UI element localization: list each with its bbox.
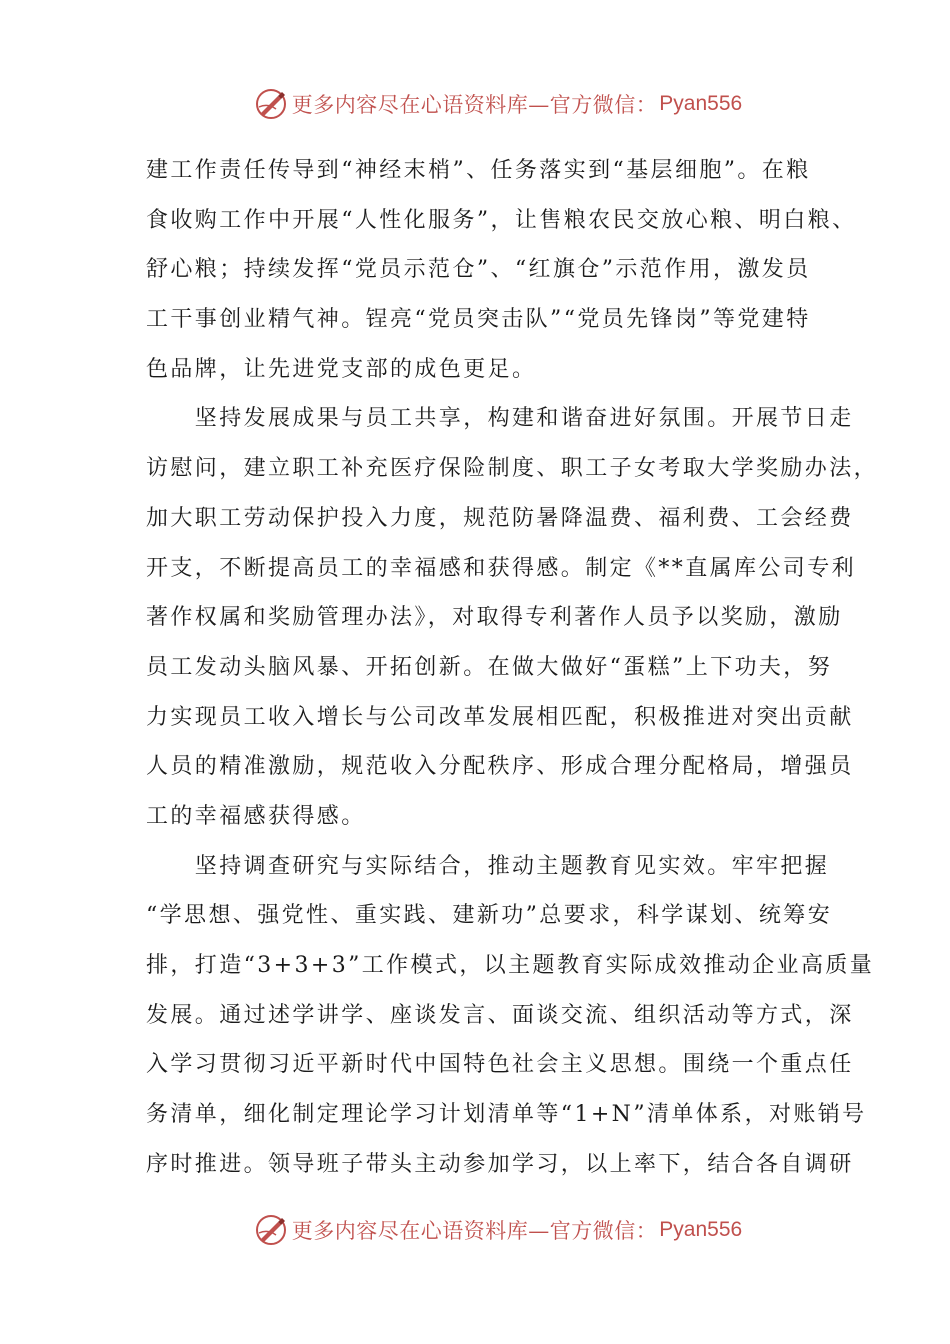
header-watermark xyxy=(0,84,950,124)
watermark-text: 更多内容尽在心语资料库—官方微信： xyxy=(291,1219,658,1243)
pen-logo-icon xyxy=(254,1213,288,1247)
text-line: 人员的精准激励，规范收入分配秩序、形成合理分配格局，增强员 xyxy=(146,754,854,780)
watermark-group xyxy=(254,87,742,121)
text-line: 开支，不断提高员工的幸福感和获得感。制定《**直属库公司专利 xyxy=(146,555,857,581)
text-line: 色品牌，让先进党支部的成色更足。 xyxy=(146,356,537,382)
text-line: 员工发动头脑风暴、开拓创新。在做大做好“蛋糕”上下功夫，努 xyxy=(146,654,833,680)
text-line: 入学习贯彻习近平新时代中国特色社会主义思想。围绕一个重点任 xyxy=(146,1052,854,1078)
text-line: 坚持调查研究与实际结合，推动主题教育见实效。牢牢把握 xyxy=(146,853,830,879)
text-line: 工的幸福感获得感。 xyxy=(146,803,366,829)
text-line: 工干事创业精气神。锃亮“党员突击队”“党员先锋岗”等党建特 xyxy=(146,307,811,333)
text-line: 舒心粮；持续发挥“党员示范仓”、“红旗仓”示范作用，激发员 xyxy=(146,257,811,283)
text-line: 排，打造“3+3+3”工作模式，以主题教育实际成效推动企业高质量 xyxy=(146,953,875,978)
watermark-group xyxy=(254,1213,742,1247)
text-line: 坚持发展成果与员工共享，构建和谐奋进好氛围。开展节日走 xyxy=(146,406,854,432)
pen-logo-icon xyxy=(254,87,288,121)
text-line: 著作权属和奖励管理办法》，对取得专利著作人员予以奖励，激励 xyxy=(146,605,843,631)
text-line: 力实现员工收入增长与公司改革发展相匹配，积极推进对突出贡献 xyxy=(146,704,854,730)
text-line: 访慰问，建立职工补充医疗保险制度、职工子女考取大学奖励办法， xyxy=(146,456,879,482)
text-line: 建工作责任传导到“神经末梢”、任务落实到“基层细胞”。在粮 xyxy=(146,158,811,183)
text-line: 务清单，细化制定理论学习计划清单等“1+N”清单体系，对账销号 xyxy=(146,1102,867,1128)
text-line: 食收购工作中开展“人性化服务”，让售粮农民交放心粮、明白粮、 xyxy=(146,207,857,233)
text-line: 加大职工劳动保护投入力度，规范防暑降温费、福利费、工会经费 xyxy=(146,505,854,531)
text-line: “学思想、强党性、重实践、建新功”总要求，科学谋划、统筹安 xyxy=(146,903,833,929)
watermark-handle: Pyan556 xyxy=(659,92,743,115)
watermark-text: 更多内容尽在心语资料库—官方微信： xyxy=(291,93,658,117)
footer-watermark xyxy=(0,1210,950,1250)
watermark-handle: Pyan556 xyxy=(659,1218,743,1241)
text-line: 发展。通过述学讲学、座谈发言、面谈交流、组织活动等方式，深 xyxy=(146,1002,854,1028)
document-body xyxy=(146,146,879,1189)
text-line: 序时推进。领导班子带头主动参加学习，以上率下，结合各自调研 xyxy=(146,1151,854,1177)
